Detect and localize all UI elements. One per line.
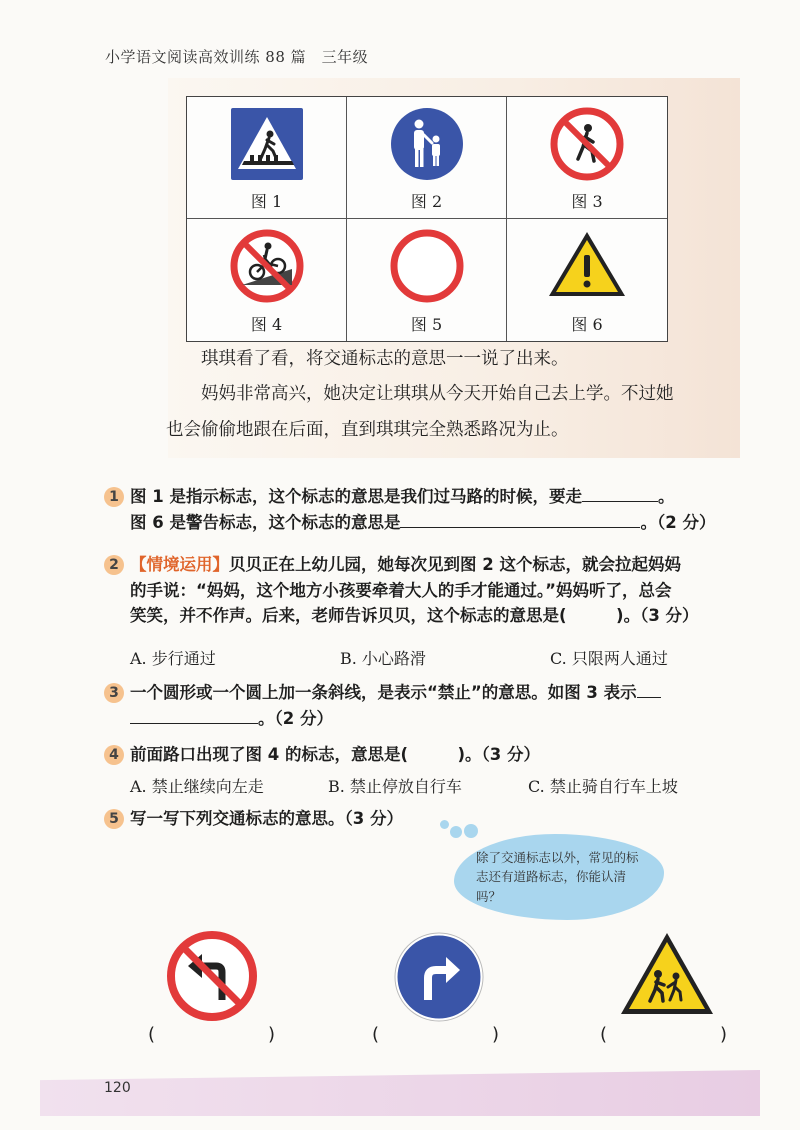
answer-paren-close-3: ) <box>720 1024 728 1045</box>
caption-fig1: 图 1 <box>250 192 283 211</box>
sign-cell-2 <box>347 97 507 219</box>
turn-right-arrow-sign-icon <box>394 932 484 1022</box>
caption-fig3: 图 3 <box>571 192 603 211</box>
sign-cell-3 <box>507 97 667 219</box>
option-q4-c[interactable]: C. 禁止骑自行车上坡 <box>528 777 678 796</box>
story-line-1: 琪琪看了看，将交通标志的意思一一说了出来。 <box>201 349 569 369</box>
question-3: 3 一个圆形或一个圆上加一条斜线，是表示“禁止”的意思。如图 3 表示 。（2 分） <box>104 680 754 731</box>
answer-paren-open-2: ( <box>372 1024 380 1045</box>
answer-blank-q3b[interactable] <box>130 723 258 724</box>
sign-cell-6 <box>507 219 667 341</box>
no-pedestrians-sign-icon <box>550 107 624 181</box>
option-q2-c[interactable]: C. 只限两人通过 <box>550 649 668 668</box>
page-number: 120 <box>104 1080 131 1096</box>
sign-cell-4 <box>187 219 347 341</box>
caption-fig5: 图 5 <box>410 315 443 334</box>
page-header: 小学语文阅读高效训练 88 篇 三年级 <box>105 48 369 66</box>
answer-paren-close-1: ) <box>268 1024 276 1045</box>
bubble-text: 除了交通标志以外，常见的标志还有道路标志，你能认清吗？ <box>476 850 639 904</box>
question-tag: 【情境运用】 <box>130 555 229 574</box>
pedestrian-crossing-sign-icon <box>230 107 304 181</box>
footer-band <box>40 1070 760 1116</box>
option-q4-b[interactable]: B. 禁止停放自行车 <box>328 777 462 796</box>
answer-paren-close-2: ) <box>492 1024 500 1045</box>
bubble-dot <box>464 824 478 838</box>
sign-cell-1 <box>187 97 347 219</box>
sign-cell-5 <box>347 219 507 341</box>
no-left-turn-sign-icon <box>166 930 258 1022</box>
question-number-badge: 3 <box>104 683 124 703</box>
adult-child-walking-sign-icon <box>390 107 464 181</box>
option-q2-a[interactable]: A. 步行通过 <box>130 649 216 668</box>
caption-fig4: 图 4 <box>250 315 283 334</box>
answer-blank-q3a[interactable] <box>637 697 661 698</box>
story-line-2: 妈妈非常高兴，她决定让琪琪从今天开始自己去上学。不过她 <box>201 384 674 405</box>
answer-blank-q1b[interactable] <box>400 527 640 528</box>
bubble-dot <box>440 820 449 829</box>
answer-paren-open-3: ( <box>600 1024 608 1045</box>
story-text <box>166 346 746 443</box>
question-4: 4 前面路口出现了图 4 的标志，意思是( )。（3 分） <box>104 742 754 768</box>
no-cycling-uphill-sign-icon <box>230 229 304 303</box>
story-line-3: 也会偷偷地跟在后面，直到琪琪完全熟悉路况为止。 <box>166 419 569 440</box>
question-2: 2 【情境运用】贝贝正在上幼儿园，她每次见到图 2 这个标志，就会拉起妈妈 的手说：“妈妈，这个地方小孩要牵着大人的手才能通过。”妈妈听了，总会 笑笑，并不作声。后来，老师告诉贝贝，这个标志的意思是( )。（3 分） <box>104 552 754 629</box>
question-number-badge: 5 <box>104 809 124 829</box>
question-1: 1 图 1 是指示标志，这个标志的意思是我们过马路的时候，要走 。 图 6 是警告标志，这个标志的意思是 。（2 分） <box>104 484 754 535</box>
bubble-dot <box>450 826 462 838</box>
option-q4-a[interactable]: A. 禁止继续向左走 <box>130 777 264 796</box>
no-entry-circle-sign-icon <box>390 229 464 303</box>
caption-fig2: 图 2 <box>410 192 443 211</box>
question-number-badge: 4 <box>104 745 124 765</box>
option-q2-b[interactable]: B. 小心路滑 <box>340 649 426 668</box>
answer-blank-q1a[interactable] <box>582 501 658 502</box>
question-5: 5 写一写下列交通标志的意思。（3 分） <box>104 806 754 832</box>
question-number-badge: 2 <box>104 555 124 575</box>
children-crossing-warning-sign-icon <box>618 930 716 1018</box>
answer-paren-open-1: ( <box>148 1024 156 1045</box>
question-number-badge: 1 <box>104 487 124 507</box>
traffic-sign-table <box>186 96 668 342</box>
caption-fig6: 图 6 <box>571 315 603 334</box>
thought-bubble <box>440 820 670 920</box>
warning-exclamation-sign-icon <box>547 229 627 299</box>
